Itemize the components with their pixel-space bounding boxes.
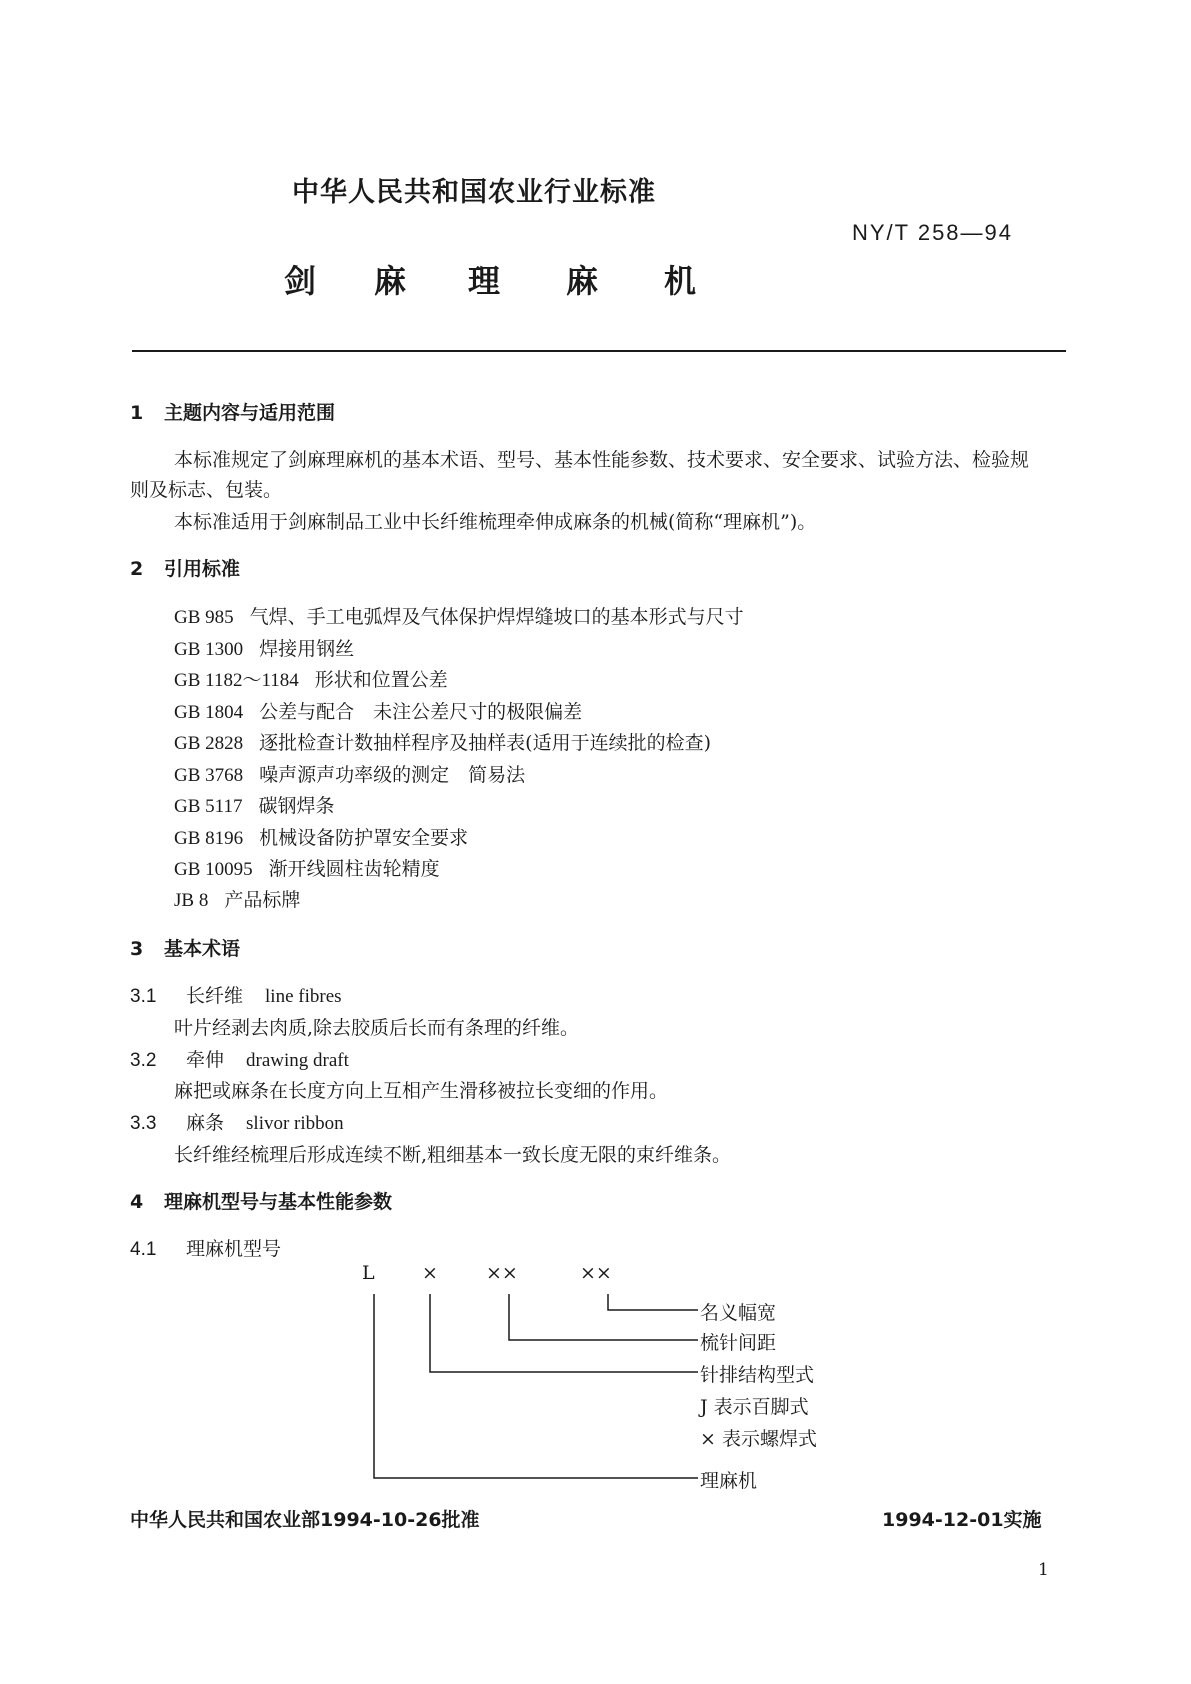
reference-title: 公差与配合 未注公差尺寸的极限偏差 xyxy=(259,701,583,723)
reference-code: GB 1804 xyxy=(174,702,244,723)
subsection-number: 4.1 xyxy=(130,1239,157,1260)
model-label: 理麻机 xyxy=(700,1470,758,1492)
doc-title-char: 机 xyxy=(664,262,697,300)
model-label: 梳针间距 xyxy=(700,1332,777,1354)
term-definition: 叶片经剥去肉质,除去胶质后长而有条理的纤维。 xyxy=(174,1017,580,1039)
section-number: 2 xyxy=(130,558,144,580)
model-label: 针排结构型式 xyxy=(700,1364,815,1386)
section-title: 引用标准 xyxy=(164,558,241,580)
page-number: 1 xyxy=(1038,1560,1049,1580)
standard-code: NY/T 258—94 xyxy=(852,220,1014,245)
reference-code: GB 1182～1184 xyxy=(174,670,299,691)
reference-title: 产品标牌 xyxy=(224,889,301,911)
reference-title: 噪声源声功率级的测定 简易法 xyxy=(259,764,526,786)
doc-title-char: 麻 xyxy=(566,262,599,300)
section-3-heading xyxy=(130,934,240,961)
header-divider xyxy=(132,350,1066,352)
paragraph: 本标准适用于剑麻制品工业中长纤维梳理牵伸成麻条的机械(简称“理麻机”)。 xyxy=(174,511,817,533)
reference-code: GB 985 xyxy=(174,607,234,628)
connector-needle-pitch xyxy=(509,1294,698,1340)
reference-item xyxy=(174,728,711,755)
reference-title: 焊接用钢丝 xyxy=(259,638,355,660)
model-symbol: ×× xyxy=(486,1262,518,1284)
standard-org-heading: 中华人民共和国农业行业标准 xyxy=(292,177,656,208)
doc-title-char: 剑 xyxy=(284,262,317,300)
reference-item xyxy=(174,823,468,850)
term-heading xyxy=(130,981,342,1008)
subsection-title: 理麻机型号 xyxy=(186,1238,282,1260)
reference-title: 渐开线圆柱齿轮精度 xyxy=(268,858,440,880)
implementation-date: 1994-12-01实施 xyxy=(882,1509,1042,1531)
term-zh: 牵伸 xyxy=(186,1049,225,1071)
term-en: drawing draft xyxy=(246,1050,349,1071)
section-title: 基本术语 xyxy=(164,938,241,960)
term-definition: 长纤维经梳理后形成连续不断,粗细基本一致长度无限的束纤维条。 xyxy=(174,1144,732,1166)
reference-code: GB 10095 xyxy=(174,859,253,880)
section-title: 理麻机型号与基本性能参数 xyxy=(164,1191,393,1213)
reference-item xyxy=(174,885,300,912)
term-heading xyxy=(130,1108,344,1135)
term-definition: 麻把或麻条在长度方向上互相产生滑移被拉长变细的作用。 xyxy=(174,1080,669,1102)
term-heading xyxy=(130,1045,349,1072)
model-label: 名义幅宽 xyxy=(700,1302,777,1324)
model-label: × 表示螺焊式 xyxy=(700,1428,817,1450)
connector-carding-machine xyxy=(374,1294,698,1478)
doc-title-char: 理 xyxy=(468,262,501,300)
reference-item xyxy=(174,634,354,661)
section-number: 1 xyxy=(130,402,144,424)
term-en: line fibres xyxy=(265,986,342,1007)
reference-code: GB 8196 xyxy=(174,828,244,849)
reference-title: 逐批检查计数抽样程序及抽样表(适用于连续批的检查) xyxy=(259,732,711,754)
term-zh: 长纤维 xyxy=(186,985,244,1007)
term-zh: 麻条 xyxy=(186,1112,225,1134)
reference-item xyxy=(174,791,334,818)
model-symbol: × xyxy=(422,1262,438,1284)
doc-title-char: 麻 xyxy=(374,262,407,300)
paragraph: 本标准规定了剑麻理麻机的基本术语、型号、基本性能参数、技术要求、安全要求、试验方法、检验规 xyxy=(174,449,1030,471)
reference-title: 机械设备防护罩安全要求 xyxy=(259,827,469,849)
subsection-heading xyxy=(130,1234,281,1261)
reference-code: GB 5117 xyxy=(174,796,243,817)
section-2-heading xyxy=(130,554,240,581)
reference-item xyxy=(174,665,448,692)
section-1-heading xyxy=(130,398,335,425)
model-code-diagram xyxy=(360,1262,840,1492)
section-title: 主题内容与适用范围 xyxy=(164,402,336,424)
section-4-heading xyxy=(130,1187,392,1214)
model-symbol: ×× xyxy=(580,1262,612,1284)
reference-code: GB 2828 xyxy=(174,733,244,754)
reference-code: GB 1300 xyxy=(174,639,244,660)
reference-title: 碳钢焊条 xyxy=(258,795,335,817)
term-number: 3.2 xyxy=(130,1050,157,1071)
term-en: slivor ribbon xyxy=(246,1113,344,1134)
reference-title: 形状和位置公差 xyxy=(314,669,448,691)
connector-nominal-width xyxy=(608,1294,698,1310)
reference-item xyxy=(174,760,525,787)
model-label: J 表示百脚式 xyxy=(700,1396,809,1418)
reference-title: 气焊、手工电弧焊及气体保护焊焊缝坡口的基本形式与尺寸 xyxy=(249,606,744,628)
term-number: 3.3 xyxy=(130,1113,157,1134)
reference-code: GB 3768 xyxy=(174,765,244,786)
reference-code: JB 8 xyxy=(174,890,209,911)
reference-item xyxy=(174,697,582,724)
connector-needle-row-type xyxy=(430,1294,698,1372)
section-number: 3 xyxy=(130,938,144,960)
section-number: 4 xyxy=(130,1191,144,1213)
reference-item xyxy=(174,602,744,629)
approval-line: 中华人民共和国农业部1994-10-26批准 xyxy=(130,1509,480,1531)
paragraph: 则及标志、包装。 xyxy=(130,479,283,501)
model-symbol: L xyxy=(362,1262,375,1284)
term-number: 3.1 xyxy=(130,986,157,1007)
reference-item xyxy=(174,854,440,881)
